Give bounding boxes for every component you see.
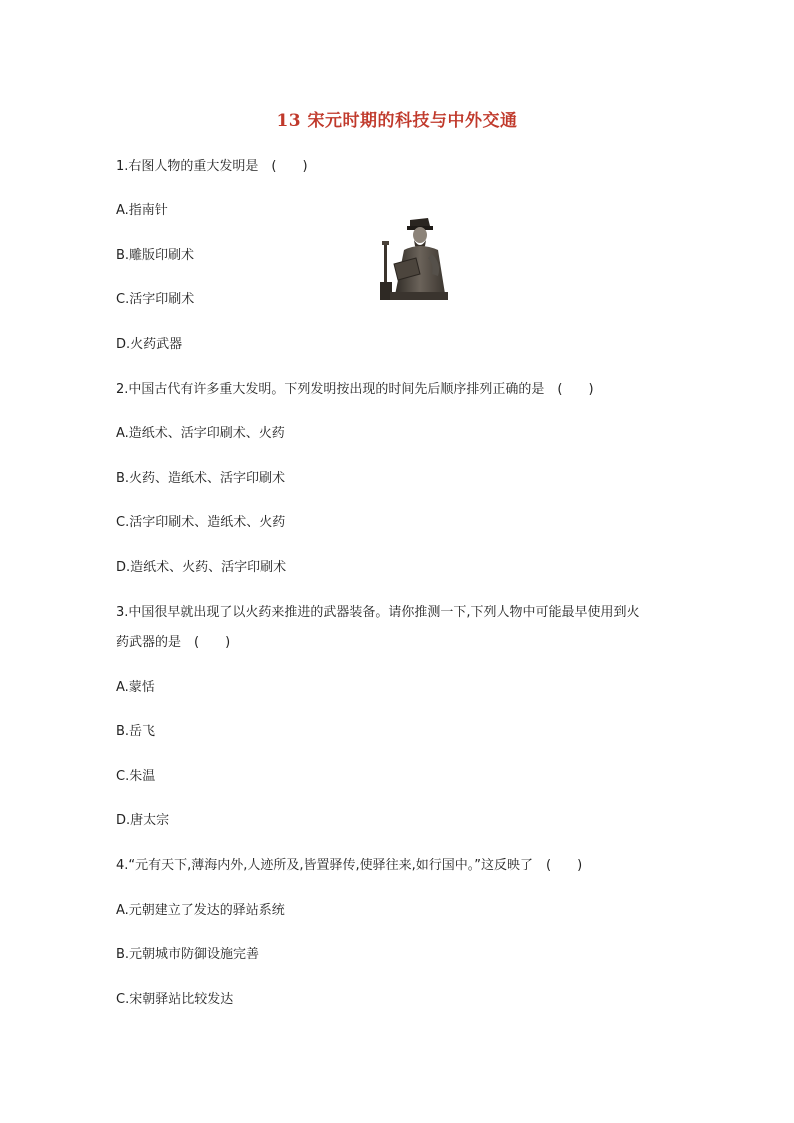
question-3-option-d: D.唐太宗 [116,813,170,828]
question-4-option-b: B.元朝城市防御设施完善 [116,947,260,962]
question-1-option-b: B.雕版印刷术 [116,248,195,263]
question-2-option-a: A.造纸术、活字印刷术、火药 [116,426,285,441]
question-3-option-a: A.蒙恬 [116,680,155,695]
question-4-stem: 4.“元有天下,薄海内外,人迹所及,皆置驿传,使驿往来,如行国中。”这反映了 ( ) [116,858,583,873]
question-2-option-c: C.活字印刷术、造纸术、火药 [116,515,286,530]
question-3-stem-line-2: 药武器的是 ( ) [116,635,231,650]
question-1-option-a: A.指南针 [116,203,168,218]
question-1-stem: 1.右图人物的重大发明是 ( ) [116,159,308,174]
question-3-stem-line-1: 3.中国很早就出现了以火药来推进的武器装备。请你推测一下,下列人物中可能最早使用到火 [116,605,640,620]
question-2-option-d: D.造纸术、火药、活字印刷术 [116,560,287,575]
question-1-option-d: D.火药武器 [116,337,183,352]
page-title: 13 宋元时期的科技与中外交通 [276,111,518,131]
question-1-option-c: C.活字印刷术 [116,292,195,307]
question-4-option-a: A.元朝建立了发达的驿站系统 [116,903,285,918]
scholar-statue-image [380,214,454,300]
question-2-option-b: B.火药、造纸术、活字印刷术 [116,471,286,486]
question-4-option-c: C.宋朝驿站比较发达 [116,992,234,1007]
question-2-stem: 2.中国古代有许多重大发明。下列发明按出现的时间先后顺序排列正确的是 ( ) [116,382,594,397]
question-3-option-c: C.朱温 [116,769,156,784]
question-3-option-b: B.岳飞 [116,724,156,739]
